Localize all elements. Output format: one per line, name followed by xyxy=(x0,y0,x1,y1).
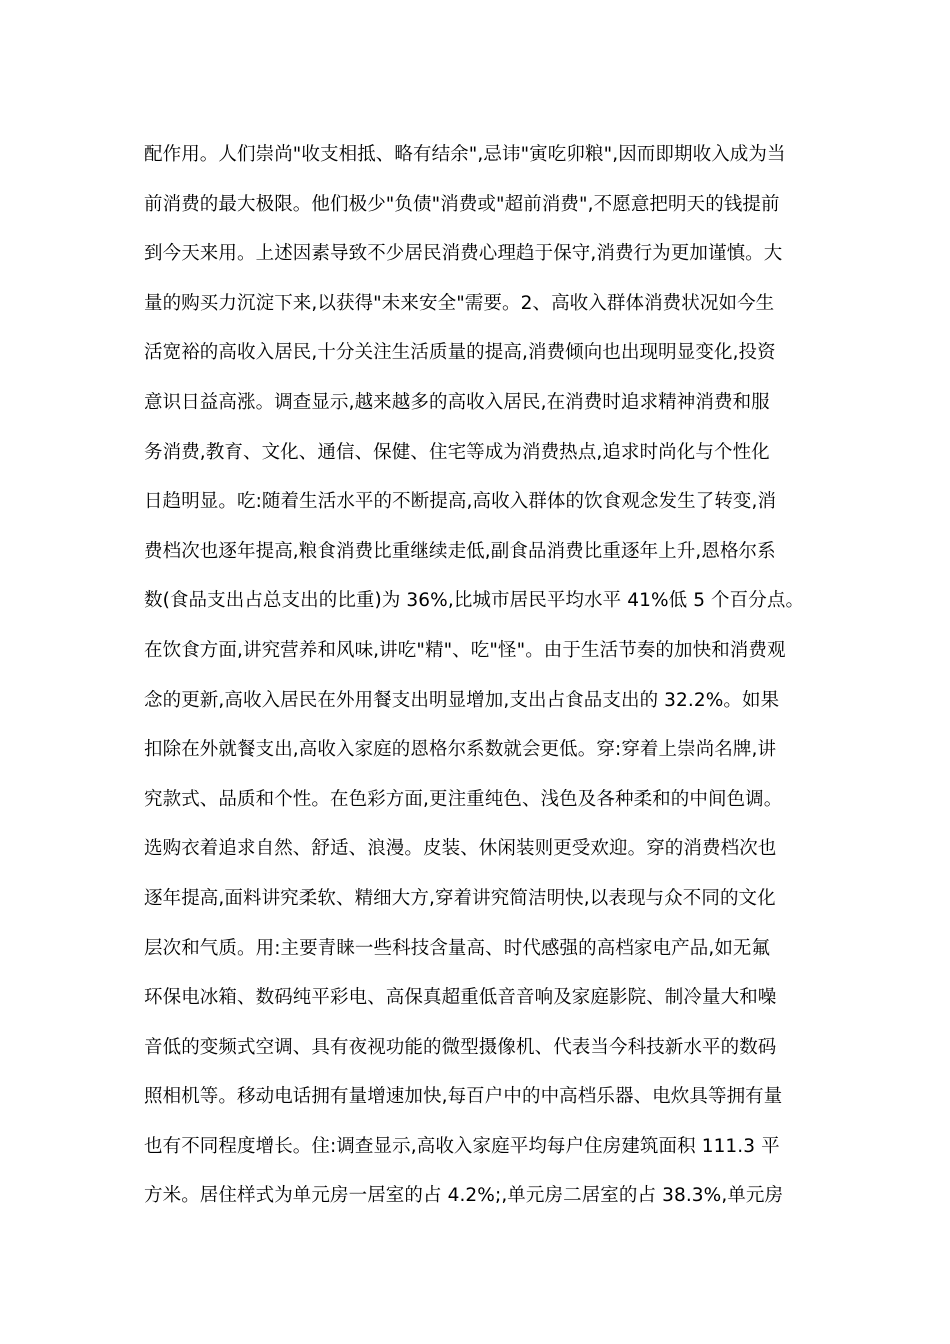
text-line: 逐年提高,面料讲究柔软、精细大方,穿着讲究简洁明快,以表现与众不同的文化 xyxy=(144,887,776,909)
text-line: 前消费的最大极限。他们极少"负债"消费或"超前消费",不愿意把明天的钱提前 xyxy=(144,193,780,215)
text-line: 活宽裕的高收入居民,十分关注生活质量的提高,消费倾向也出现明显变化,投资 xyxy=(144,342,776,364)
text-line: 费档次也逐年提高,粮食消费比重继续走低,副食品消费比重逐年上升,恩格尔系 xyxy=(144,540,776,562)
text-line: 务消费,教育、文化、通信、保健、住宅等成为消费热点,追求时尚化与个性化 xyxy=(144,441,770,463)
text-line: 扣除在外就餐支出,高收入家庭的恩格尔系数就会更低。穿:穿着上崇尚名牌,讲 xyxy=(144,739,777,761)
text-line: 照相机等。移动电话拥有量增速加快,每百户中的中高档乐器、电炊具等拥有量 xyxy=(144,1086,783,1108)
text-line: 究款式、品质和个性。在色彩方面,更注重纯色、浅色及各种柔和的中间色调。 xyxy=(144,788,783,810)
text-line: 在饮食方面,讲究营养和风味,讲吃"精"、吃"怪"。由于生活节奏的加快和消费观 xyxy=(144,639,786,661)
text-line: 到今天来用。上述因素导致不少居民消费心理趋于保守,消费行为更加谨慎。大 xyxy=(144,243,783,265)
text-line: 数(食品支出占总支出的比重)为 36%,比城市居民平均水平 41%低 5 个百分点。 xyxy=(144,590,805,612)
text-line: 意识日益高涨。调查显示,越来越多的高收入居民,在消费时追求精神消费和服 xyxy=(144,391,770,413)
body-text xyxy=(144,130,824,1221)
text-line: 方米。居住样式为单元房一居室的占 4.2%;,单元房二居室的占 38.3%,单元房 xyxy=(144,1185,784,1207)
text-line: 选购衣着追求自然、舒适、浪漫。皮装、休闲装则更受欢迎。穿的消费档次也 xyxy=(144,838,777,860)
text-line: 日趋明显。吃:随着生活水平的不断提高,高收入群体的饮食观念发生了转变,消 xyxy=(144,491,777,513)
text-line: 配作用。人们崇尚"收支相抵、略有结余",忌讳"寅吃卯粮",因而即期收入成为当 xyxy=(144,144,786,165)
text-line: 念的更新,高收入居民在外用餐支出明显增加,支出占食品支出的 32.2%。如果 xyxy=(144,689,780,711)
text-line: 层次和气质。用:主要青睐一些科技含量高、时代感强的高档家电产品,如无氟 xyxy=(144,937,771,959)
text-line: 量的购买力沉淀下来,以获得"未来安全"需要。2、高收入群体消费状况如今生 xyxy=(144,292,775,314)
text-line: 音低的变频式空调、具有夜视功能的微型摄像机、代表当今科技新水平的数码 xyxy=(144,1036,777,1058)
text-line: 环保电冰箱、数码纯平彩电、高保真超重低音音响及家庭影院、制冷量大和噪 xyxy=(144,987,777,1009)
text-line: 也有不同程度增长。住:调查显示,高收入家庭平均每户住房建筑面积 111.3 平 xyxy=(144,1135,780,1157)
